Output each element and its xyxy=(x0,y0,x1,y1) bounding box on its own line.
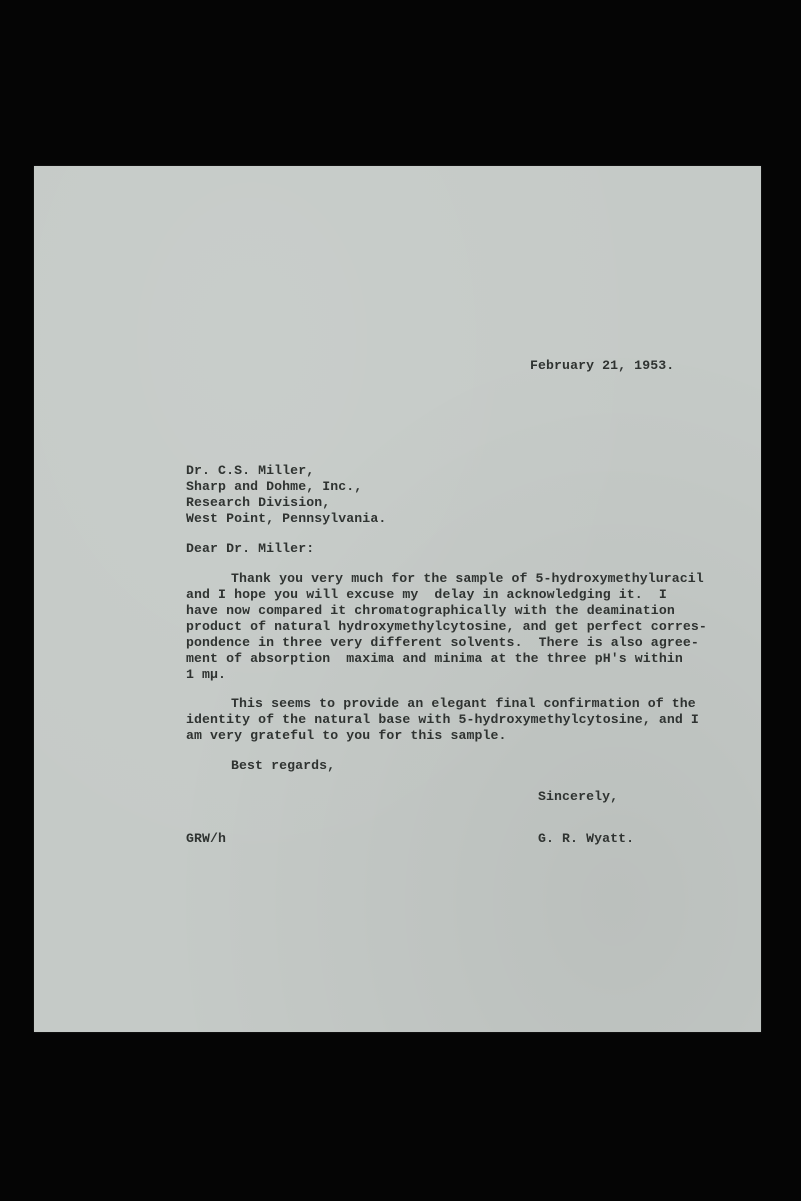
recipient-division: Research Division, xyxy=(186,495,331,510)
paragraph-2-line: am very grateful to you for this sample. xyxy=(186,728,507,743)
paragraph-1-line: product of natural hydroxymethylcytosine, and get perfect corres- xyxy=(186,619,707,634)
paragraph-1-line: and I hope you will excuse my delay in acknowledging it. I xyxy=(186,587,667,602)
paragraph-1-line: have now compared it chromatographically with the deamination xyxy=(186,603,675,618)
paragraph-2-line: identity of the natural base with 5-hydroxymethylcytosine, and I xyxy=(186,712,699,727)
recipient-location: West Point, Pennsylvania. xyxy=(186,511,387,526)
letter-date: February 21, 1953. xyxy=(530,358,675,373)
paragraph-1-line: Thank you very much for the sample of 5-hydroxymethyluracil xyxy=(231,571,704,586)
paragraph-2-line: This seems to provide an elegant final confirmation of the xyxy=(231,696,696,711)
signer-name: G. R. Wyatt. xyxy=(538,831,635,846)
salutation: Dear Dr. Miller: xyxy=(186,541,315,556)
paragraph-1-line: 1 mμ. xyxy=(186,667,227,682)
recipient-name: Dr. C.S. Miller, xyxy=(186,463,315,478)
closing: Sincerely, xyxy=(538,789,619,804)
typist-initials: GRW/h xyxy=(186,831,227,846)
paragraph-1-line: pondence in three very different solvents. There is also agree- xyxy=(186,635,699,650)
letter-page xyxy=(34,166,761,1032)
paragraph-1-line: ment of absorption maxima and minima at the three pH's within xyxy=(186,651,683,666)
recipient-company: Sharp and Dohme, Inc., xyxy=(186,479,363,494)
regards: Best regards, xyxy=(231,758,336,773)
